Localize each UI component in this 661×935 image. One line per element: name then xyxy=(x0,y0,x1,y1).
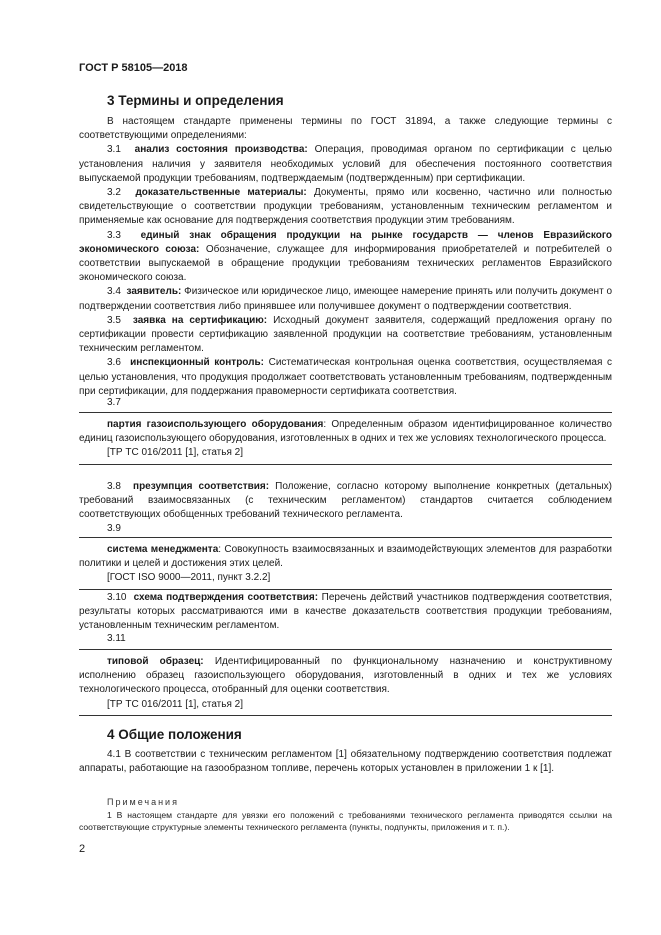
term-3-7-source: [ТР ТС 016/2011 [1], статья 2] xyxy=(107,447,243,459)
term-3-5: 3.5 заявка на сертификацию: Исходный документ заявителя, содержащий предложения органу по сертификации провести сертификацию заявленной продукции на соответствие требованиям, установленным техническим регламентом. xyxy=(79,314,612,355)
document-header-id: ГОСТ Р 58105—2018 xyxy=(79,62,188,74)
term-3-2: 3.2 доказательственные материалы: Документы, прямо или косвенно, частично или полностью свидетельствующие о соответствии продукции требованиям, установленным техническим регламентом и применяемые как основание для подтверждения соответствия продукции этим требованиям. xyxy=(79,187,613,227)
term-3-4: 3.4 заявитель: Физическое или юридическое лицо, имеющее намерение принять или получить документ о подтверждении соответствия либо принявшее или получившее документ о подтверждении соответствия. xyxy=(79,286,613,312)
term-3-8-block xyxy=(79,480,612,523)
notes-title: Примечания xyxy=(107,797,179,807)
section-3-title: 3 Термины и определения xyxy=(107,93,284,108)
page-number: 2 xyxy=(79,843,86,855)
term-3-11-box xyxy=(79,649,612,716)
term-3-3: 3.3 единый знак обращения продукции на рынке государств — членов Евразийского экономического союза: Обозначение, служащее для информирования приобретателей и потребителей о соответствии выпускаемой в обращение продукции требованиям технических регламентов Евразийского экономического союза. xyxy=(79,229,612,284)
note-1: 1 В настоящем стандарте для увязки его положений с требованиями технического регламента приводятся ссылки на соответствующие структурные элементы технического регламента (пункты, подпункты, приложения и т. п.). xyxy=(79,810,612,833)
term-3-7-box xyxy=(79,412,612,465)
term-3-6: 3.6 инспекционный контроль: Систематическая контрольная оценка соответствия, осуществляемая с целью установления, что продукция продолжает соответствовать установленным требованиям, подтвержденным при сертификации, для поддержания правомерности сертификата соответствия. xyxy=(79,357,612,397)
term-3-11-source: [ТР ТС 016/2011 [1], статья 2] xyxy=(107,698,243,710)
section-4-body xyxy=(79,748,612,776)
term-3-7-number: 3.7 xyxy=(107,397,121,408)
term-3-8: 3.8 презумпция соответствия: Положение, согласно которому выполнение конкретных (детальных) требований взаимосвязанных (с техническим регламентом) стандартов считается соблюдением соответствующих обобщенных требований технического регламента. xyxy=(79,481,612,521)
term-3-11-number: 3.11 xyxy=(107,633,126,644)
term-3-9: система менеджмента: Совокупность взаимосвязанных и взаимодействующих элементов для разработки политики и целей и достижения этих целей. xyxy=(79,544,612,570)
section-4-title: 4 Общие положения xyxy=(107,727,242,742)
term-3-11: типовой образец: Идентифицированный по функциональному назначению и конструктивному исполнению образец газоиспользующего оборудования, изготовленный в одних и тех же условиях технологического процесса, отобранный для оценки соответствия. xyxy=(79,656,612,696)
term-3-10-block xyxy=(79,591,612,634)
term-3-10: 3.10 схема подтверждения соответствия: Перечень действий участников подтверждения соответствия, результаты которых рассматриваются ими в качестве доказательств соответствия продукции требованиям, установленным техническим регламентом. xyxy=(79,592,613,632)
term-3-7: партия газоиспользующего оборудования: Определенным образом идентифицированное количество единиц газоиспользующего оборудования, изготовленных в одних и тех же условиях технологического процесса. xyxy=(79,419,612,445)
term-3-9-source: [ГОСТ ISO 9000—2011, пункт 3.2.2] xyxy=(107,572,271,584)
section-3-intro: В настоящем стандарте применены термины по ГОСТ 31894, а также следующие термины с соответствующими определениями: xyxy=(79,116,612,142)
term-3-9-box xyxy=(79,537,612,590)
term-3-9-number: 3.9 xyxy=(107,523,121,534)
section-3-body xyxy=(79,115,612,399)
clause-4-1: 4.1 В соответствии с техническим регламентом [1] обязательному подтверждению соответствия подлежат аппараты, работающие на газообразном топливе, перечень которых установлен в приложении 1 к [1]. xyxy=(79,749,612,775)
term-3-1: 3.1 анализ состояния производства: Операция, проводимая органом по сертификации с целью установления наличия у заявителя необходимых условий для обеспечения постоянного соответствия выпускаемой продукции требованиям, подтверждаемым (подтвержденным) при сертификации. xyxy=(79,144,612,184)
